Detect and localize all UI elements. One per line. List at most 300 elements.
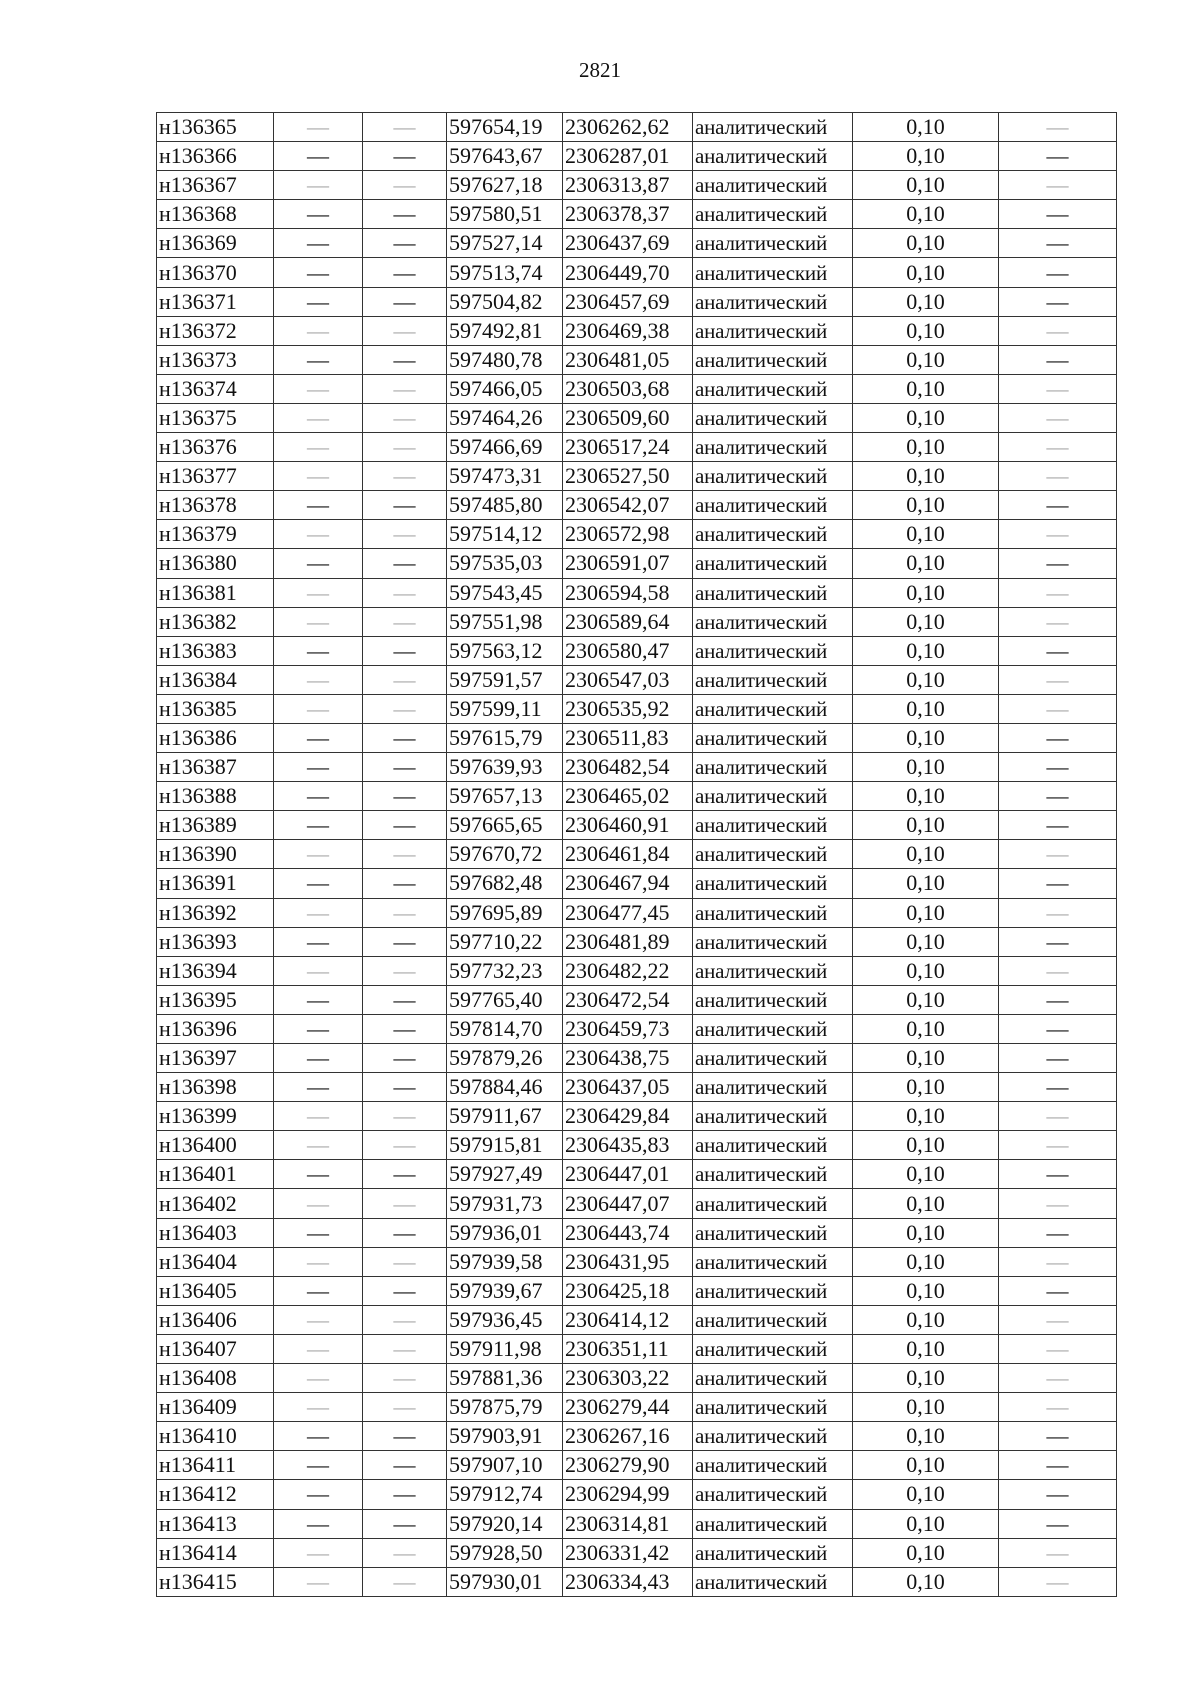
x-coordinate-cell: 597665,65	[447, 811, 563, 840]
dash-cell: —	[274, 811, 363, 840]
dash-cell: —	[999, 1538, 1117, 1567]
y-coordinate-cell: 2306511,83	[563, 723, 693, 752]
dash-cell: —	[274, 258, 363, 287]
table-row	[157, 1451, 1117, 1480]
accuracy-cell: 0,10	[853, 403, 999, 432]
point-name-cell: н136378	[157, 491, 274, 520]
table-row	[157, 113, 1117, 142]
table-row	[157, 1131, 1117, 1160]
x-coordinate-cell: 597936,01	[447, 1218, 563, 1247]
table-row	[157, 229, 1117, 258]
dash-cell: —	[274, 520, 363, 549]
method-cell: аналитический	[693, 1305, 853, 1334]
dash-cell: —	[363, 491, 447, 520]
table-row	[157, 1276, 1117, 1305]
dash-cell: —	[999, 1131, 1117, 1160]
accuracy-cell: 0,10	[853, 811, 999, 840]
table-row	[157, 985, 1117, 1014]
dash-cell: —	[274, 200, 363, 229]
table-row	[157, 1305, 1117, 1334]
x-coordinate-cell: 597639,93	[447, 753, 563, 782]
x-coordinate-cell: 597504,82	[447, 287, 563, 316]
table-row	[157, 258, 1117, 287]
x-coordinate-cell: 597732,23	[447, 956, 563, 985]
dash-cell: —	[274, 374, 363, 403]
point-name-cell: н136375	[157, 403, 274, 432]
method-cell: аналитический	[693, 1509, 853, 1538]
accuracy-cell: 0,10	[853, 694, 999, 723]
accuracy-cell: 0,10	[853, 1247, 999, 1276]
dash-cell: —	[274, 1102, 363, 1131]
y-coordinate-cell: 2306287,01	[563, 142, 693, 171]
accuracy-cell: 0,10	[853, 956, 999, 985]
method-cell: аналитический	[693, 1567, 853, 1596]
dash-cell: —	[363, 1044, 447, 1073]
accuracy-cell: 0,10	[853, 840, 999, 869]
x-coordinate-cell: 597591,57	[447, 665, 563, 694]
dash-cell: —	[274, 1276, 363, 1305]
y-coordinate-cell: 2306459,73	[563, 1014, 693, 1043]
table-row	[157, 1160, 1117, 1189]
x-coordinate-cell: 597939,67	[447, 1276, 563, 1305]
dash-cell: —	[274, 403, 363, 432]
x-coordinate-cell: 597907,10	[447, 1451, 563, 1480]
point-name-cell: н136370	[157, 258, 274, 287]
y-coordinate-cell: 2306482,54	[563, 753, 693, 782]
table-row	[157, 898, 1117, 927]
point-name-cell: н136380	[157, 549, 274, 578]
dash-cell: —	[999, 462, 1117, 491]
y-coordinate-cell: 2306447,07	[563, 1189, 693, 1218]
point-name-cell: н136415	[157, 1567, 274, 1596]
dash-cell: —	[274, 665, 363, 694]
table-row	[157, 462, 1117, 491]
dash-cell: —	[999, 200, 1117, 229]
x-coordinate-cell: 597551,98	[447, 607, 563, 636]
method-cell: аналитический	[693, 985, 853, 1014]
y-coordinate-cell: 2306294,99	[563, 1480, 693, 1509]
x-coordinate-cell: 597881,36	[447, 1364, 563, 1393]
table-row	[157, 1364, 1117, 1393]
point-name-cell: н136369	[157, 229, 274, 258]
method-cell: аналитический	[693, 869, 853, 898]
accuracy-cell: 0,10	[853, 1538, 999, 1567]
accuracy-cell: 0,10	[853, 1218, 999, 1247]
dash-cell: —	[274, 1538, 363, 1567]
y-coordinate-cell: 2306334,43	[563, 1567, 693, 1596]
dash-cell: —	[363, 1247, 447, 1276]
method-cell: аналитический	[693, 694, 853, 723]
y-coordinate-cell: 2306437,69	[563, 229, 693, 258]
dash-cell: —	[363, 258, 447, 287]
method-cell: аналитический	[693, 316, 853, 345]
dash-cell: —	[363, 374, 447, 403]
x-coordinate-cell: 597912,74	[447, 1480, 563, 1509]
x-coordinate-cell: 597884,46	[447, 1073, 563, 1102]
accuracy-cell: 0,10	[853, 1422, 999, 1451]
point-name-cell: н136365	[157, 113, 274, 142]
dash-cell: —	[363, 200, 447, 229]
method-cell: аналитический	[693, 1393, 853, 1422]
dash-cell: —	[999, 578, 1117, 607]
method-cell: аналитический	[693, 491, 853, 520]
x-coordinate-cell: 597936,45	[447, 1305, 563, 1334]
dash-cell: —	[363, 753, 447, 782]
dash-cell: —	[363, 1364, 447, 1393]
method-cell: аналитический	[693, 142, 853, 171]
y-coordinate-cell: 2306378,37	[563, 200, 693, 229]
x-coordinate-cell: 597480,78	[447, 345, 563, 374]
y-coordinate-cell: 2306457,69	[563, 287, 693, 316]
accuracy-cell: 0,10	[853, 723, 999, 752]
accuracy-cell: 0,10	[853, 229, 999, 258]
y-coordinate-cell: 2306472,54	[563, 985, 693, 1014]
point-name-cell: н136384	[157, 665, 274, 694]
dash-cell: —	[363, 403, 447, 432]
dash-cell: —	[999, 520, 1117, 549]
y-coordinate-cell: 2306267,16	[563, 1422, 693, 1451]
x-coordinate-cell: 597928,50	[447, 1538, 563, 1567]
y-coordinate-cell: 2306431,95	[563, 1247, 693, 1276]
table-row	[157, 753, 1117, 782]
accuracy-cell: 0,10	[853, 898, 999, 927]
dash-cell: —	[274, 753, 363, 782]
dash-cell: —	[999, 1334, 1117, 1363]
y-coordinate-cell: 2306527,50	[563, 462, 693, 491]
x-coordinate-cell: 597814,70	[447, 1014, 563, 1043]
dash-cell: —	[274, 1073, 363, 1102]
point-name-cell: н136394	[157, 956, 274, 985]
x-coordinate-cell: 597710,22	[447, 927, 563, 956]
accuracy-cell: 0,10	[853, 1364, 999, 1393]
method-cell: аналитический	[693, 1160, 853, 1189]
method-cell: аналитический	[693, 374, 853, 403]
dash-cell: —	[999, 316, 1117, 345]
dash-cell: —	[999, 403, 1117, 432]
dash-cell: —	[274, 142, 363, 171]
dash-cell: —	[363, 1218, 447, 1247]
y-coordinate-cell: 2306542,07	[563, 491, 693, 520]
accuracy-cell: 0,10	[853, 374, 999, 403]
accuracy-cell: 0,10	[853, 1160, 999, 1189]
x-coordinate-cell: 597563,12	[447, 636, 563, 665]
y-coordinate-cell: 2306449,70	[563, 258, 693, 287]
dash-cell: —	[363, 433, 447, 462]
dash-cell: —	[363, 520, 447, 549]
y-coordinate-cell: 2306331,42	[563, 1538, 693, 1567]
dash-cell: —	[274, 229, 363, 258]
dash-cell: —	[274, 1393, 363, 1422]
y-coordinate-cell: 2306517,24	[563, 433, 693, 462]
dash-cell: —	[999, 287, 1117, 316]
accuracy-cell: 0,10	[853, 113, 999, 142]
table-row	[157, 840, 1117, 869]
x-coordinate-cell: 597930,01	[447, 1567, 563, 1596]
y-coordinate-cell: 2306594,58	[563, 578, 693, 607]
y-coordinate-cell: 2306469,38	[563, 316, 693, 345]
accuracy-cell: 0,10	[853, 665, 999, 694]
table-row	[157, 1247, 1117, 1276]
table-row	[157, 549, 1117, 578]
method-cell: аналитический	[693, 549, 853, 578]
x-coordinate-cell: 597514,12	[447, 520, 563, 549]
y-coordinate-cell: 2306425,18	[563, 1276, 693, 1305]
dash-cell: —	[274, 1422, 363, 1451]
table-row	[157, 1509, 1117, 1538]
method-cell: аналитический	[693, 927, 853, 956]
point-name-cell: н136383	[157, 636, 274, 665]
table-row	[157, 1480, 1117, 1509]
method-cell: аналитический	[693, 1044, 853, 1073]
dash-cell: —	[274, 1044, 363, 1073]
method-cell: аналитический	[693, 1189, 853, 1218]
method-cell: аналитический	[693, 1131, 853, 1160]
dash-cell: —	[363, 1334, 447, 1363]
point-name-cell: н136408	[157, 1364, 274, 1393]
dash-cell: —	[363, 723, 447, 752]
table-row	[157, 433, 1117, 462]
accuracy-cell: 0,10	[853, 1044, 999, 1073]
point-name-cell: н136397	[157, 1044, 274, 1073]
page-number: 2821	[579, 58, 621, 82]
dash-cell: —	[363, 1131, 447, 1160]
dash-cell: —	[274, 1451, 363, 1480]
accuracy-cell: 0,10	[853, 1334, 999, 1363]
dash-cell: —	[274, 1364, 363, 1393]
method-cell: аналитический	[693, 811, 853, 840]
dash-cell: —	[363, 1305, 447, 1334]
dash-cell: —	[363, 1160, 447, 1189]
dash-cell: —	[999, 171, 1117, 200]
x-coordinate-cell: 597911,67	[447, 1102, 563, 1131]
dash-cell: —	[999, 113, 1117, 142]
dash-cell: —	[274, 345, 363, 374]
point-name-cell: н136371	[157, 287, 274, 316]
y-coordinate-cell: 2306482,22	[563, 956, 693, 985]
accuracy-cell: 0,10	[853, 1567, 999, 1596]
table-row	[157, 287, 1117, 316]
dash-cell: —	[999, 258, 1117, 287]
dash-cell: —	[999, 636, 1117, 665]
table-row	[157, 200, 1117, 229]
x-coordinate-cell: 597473,31	[447, 462, 563, 491]
dash-cell: —	[999, 1073, 1117, 1102]
y-coordinate-cell: 2306589,64	[563, 607, 693, 636]
x-coordinate-cell: 597670,72	[447, 840, 563, 869]
dash-cell: —	[274, 578, 363, 607]
y-coordinate-cell: 2306461,84	[563, 840, 693, 869]
table-row	[157, 1014, 1117, 1043]
table-row	[157, 1393, 1117, 1422]
dash-cell: —	[999, 898, 1117, 927]
point-name-cell: н136396	[157, 1014, 274, 1043]
dash-cell: —	[999, 1276, 1117, 1305]
accuracy-cell: 0,10	[853, 520, 999, 549]
dash-cell: —	[274, 1189, 363, 1218]
dash-cell: —	[363, 287, 447, 316]
point-name-cell: н136390	[157, 840, 274, 869]
table-row	[157, 723, 1117, 752]
method-cell: аналитический	[693, 956, 853, 985]
point-name-cell: н136381	[157, 578, 274, 607]
method-cell: аналитический	[693, 258, 853, 287]
table-row	[157, 811, 1117, 840]
method-cell: аналитический	[693, 840, 853, 869]
method-cell: аналитический	[693, 462, 853, 491]
accuracy-cell: 0,10	[853, 258, 999, 287]
dash-cell: —	[363, 142, 447, 171]
y-coordinate-cell: 2306414,12	[563, 1305, 693, 1334]
point-name-cell: н136392	[157, 898, 274, 927]
dash-cell: —	[274, 636, 363, 665]
x-coordinate-cell: 597466,69	[447, 433, 563, 462]
dash-cell: —	[274, 1305, 363, 1334]
method-cell: аналитический	[693, 1014, 853, 1043]
point-name-cell: н136409	[157, 1393, 274, 1422]
y-coordinate-cell: 2306438,75	[563, 1044, 693, 1073]
method-cell: аналитический	[693, 520, 853, 549]
dash-cell: —	[999, 1393, 1117, 1422]
table-row	[157, 171, 1117, 200]
dash-cell: —	[274, 840, 363, 869]
point-name-cell: н136399	[157, 1102, 274, 1131]
dash-cell: —	[999, 1218, 1117, 1247]
dash-cell: —	[999, 753, 1117, 782]
accuracy-cell: 0,10	[853, 1102, 999, 1131]
y-coordinate-cell: 2306437,05	[563, 1073, 693, 1102]
method-cell: аналитический	[693, 1276, 853, 1305]
accuracy-cell: 0,10	[853, 171, 999, 200]
table-row	[157, 869, 1117, 898]
dash-cell: —	[999, 723, 1117, 752]
dash-cell: —	[274, 1334, 363, 1363]
dash-cell: —	[999, 1189, 1117, 1218]
dash-cell: —	[363, 1567, 447, 1596]
y-coordinate-cell: 2306481,89	[563, 927, 693, 956]
y-coordinate-cell: 2306262,62	[563, 113, 693, 142]
dash-cell: —	[363, 985, 447, 1014]
accuracy-cell: 0,10	[853, 200, 999, 229]
dash-cell: —	[274, 1160, 363, 1189]
x-coordinate-cell: 597765,40	[447, 985, 563, 1014]
table-row	[157, 1044, 1117, 1073]
y-coordinate-cell: 2306447,01	[563, 1160, 693, 1189]
table-row	[157, 1334, 1117, 1363]
x-coordinate-cell: 597654,19	[447, 113, 563, 142]
x-coordinate-cell: 597599,11	[447, 694, 563, 723]
dash-cell: —	[363, 840, 447, 869]
dash-cell: —	[274, 607, 363, 636]
table-row	[157, 665, 1117, 694]
table-row	[157, 520, 1117, 549]
dash-cell: —	[363, 345, 447, 374]
method-cell: аналитический	[693, 287, 853, 316]
accuracy-cell: 0,10	[853, 1451, 999, 1480]
dash-cell: —	[999, 811, 1117, 840]
y-coordinate-cell: 2306351,11	[563, 1334, 693, 1363]
y-coordinate-cell: 2306580,47	[563, 636, 693, 665]
accuracy-cell: 0,10	[853, 1509, 999, 1538]
dash-cell: —	[999, 985, 1117, 1014]
table-row	[157, 1102, 1117, 1131]
method-cell: аналитический	[693, 607, 853, 636]
x-coordinate-cell: 597485,80	[447, 491, 563, 520]
dash-cell: —	[274, 723, 363, 752]
dash-cell: —	[999, 1451, 1117, 1480]
point-name-cell: н136382	[157, 607, 274, 636]
dash-cell: —	[274, 956, 363, 985]
table-row	[157, 956, 1117, 985]
dash-cell: —	[363, 578, 447, 607]
point-name-cell: н136395	[157, 985, 274, 1014]
dash-cell: —	[363, 316, 447, 345]
method-cell: аналитический	[693, 171, 853, 200]
dash-cell: —	[363, 1276, 447, 1305]
method-cell: аналитический	[693, 1247, 853, 1276]
point-name-cell: н136413	[157, 1509, 274, 1538]
method-cell: аналитический	[693, 1451, 853, 1480]
y-coordinate-cell: 2306572,98	[563, 520, 693, 549]
dash-cell: —	[999, 1014, 1117, 1043]
x-coordinate-cell: 597939,58	[447, 1247, 563, 1276]
point-name-cell: н136373	[157, 345, 274, 374]
point-name-cell: н136401	[157, 1160, 274, 1189]
y-coordinate-cell: 2306435,83	[563, 1131, 693, 1160]
dash-cell: —	[274, 898, 363, 927]
x-coordinate-cell: 597535,03	[447, 549, 563, 578]
dash-cell: —	[363, 549, 447, 578]
dash-cell: —	[999, 1247, 1117, 1276]
method-cell: аналитический	[693, 403, 853, 432]
dash-cell: —	[363, 1073, 447, 1102]
method-cell: аналитический	[693, 1480, 853, 1509]
y-coordinate-cell: 2306279,90	[563, 1451, 693, 1480]
method-cell: аналитический	[693, 1538, 853, 1567]
x-coordinate-cell: 597466,05	[447, 374, 563, 403]
point-name-cell: н136393	[157, 927, 274, 956]
x-coordinate-cell: 597695,89	[447, 898, 563, 927]
dash-cell: —	[274, 171, 363, 200]
dash-cell: —	[999, 1044, 1117, 1073]
table-row	[157, 1567, 1117, 1596]
dash-cell: —	[999, 1422, 1117, 1451]
table-row	[157, 1538, 1117, 1567]
dash-cell: —	[999, 549, 1117, 578]
point-name-cell: н136385	[157, 694, 274, 723]
table-row	[157, 142, 1117, 171]
point-name-cell: н136405	[157, 1276, 274, 1305]
dash-cell: —	[999, 782, 1117, 811]
dash-cell: —	[274, 462, 363, 491]
dash-cell: —	[999, 1160, 1117, 1189]
y-coordinate-cell: 2306314,81	[563, 1509, 693, 1538]
dash-cell: —	[999, 491, 1117, 520]
dash-cell: —	[363, 956, 447, 985]
point-name-cell: н136412	[157, 1480, 274, 1509]
y-coordinate-cell: 2306477,45	[563, 898, 693, 927]
y-coordinate-cell: 2306443,74	[563, 1218, 693, 1247]
dash-cell: —	[999, 1102, 1117, 1131]
dash-cell: —	[999, 1364, 1117, 1393]
accuracy-cell: 0,10	[853, 1073, 999, 1102]
dash-cell: —	[363, 171, 447, 200]
table-row	[157, 1218, 1117, 1247]
point-name-cell: н136406	[157, 1305, 274, 1334]
dash-cell: —	[363, 898, 447, 927]
dash-cell: —	[274, 985, 363, 1014]
table-row	[157, 316, 1117, 345]
table-row	[157, 694, 1117, 723]
